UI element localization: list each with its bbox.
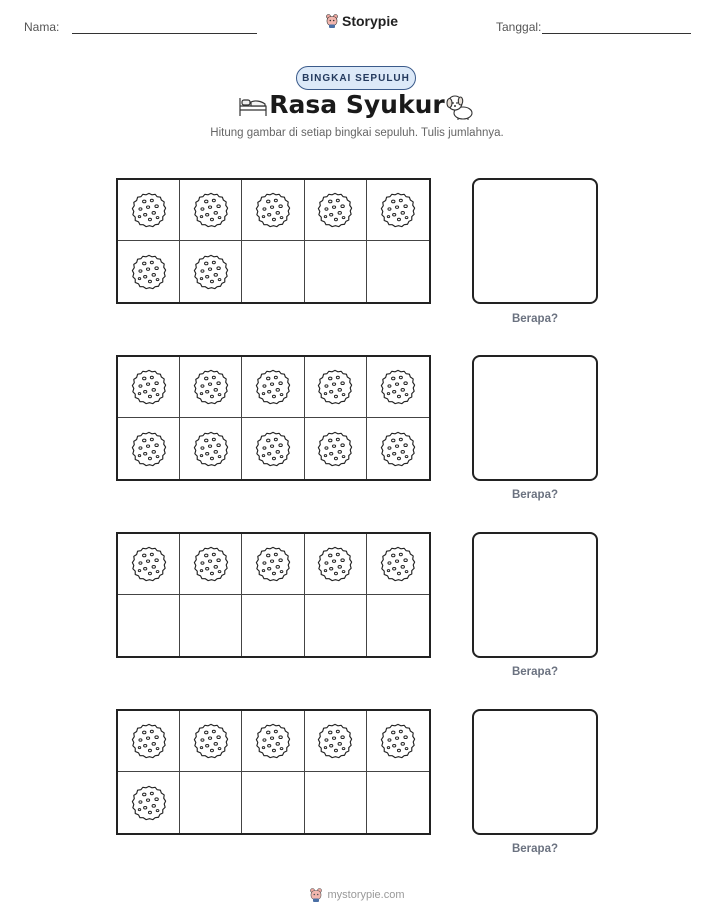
ten-frame-cell <box>118 534 180 595</box>
mascot-icon <box>309 887 323 903</box>
ten-frame-cell <box>180 180 242 241</box>
ten-frame-cell <box>180 534 242 595</box>
ten-frame-cell <box>305 595 367 656</box>
answer-box-3[interactable] <box>472 532 598 658</box>
cookie-icon <box>316 368 354 406</box>
answer-box-2[interactable] <box>472 355 598 481</box>
question-label-1: Berapa? <box>511 313 559 325</box>
cookie-icon <box>130 253 168 291</box>
cookie-icon <box>130 722 168 760</box>
ten-frame-2 <box>116 355 431 481</box>
ten-frame-cell <box>305 241 367 302</box>
ten-frame-cell <box>305 357 367 418</box>
ten-frame-cell <box>180 418 242 479</box>
cookie-icon <box>254 545 292 583</box>
ten-frame-cell <box>118 595 180 656</box>
cookie-icon <box>192 722 230 760</box>
cookie-icon <box>379 368 417 406</box>
question-label-4: Berapa? <box>511 843 559 855</box>
ten-frame-cell <box>118 180 180 241</box>
ten-frame-cell <box>305 418 367 479</box>
ten-frame-cell <box>367 241 429 302</box>
worksheet-type-badge: BINGKAI SEPULUH <box>296 66 416 90</box>
brand-name: Storypie <box>342 13 399 29</box>
cookie-icon <box>192 253 230 291</box>
brand-logo <box>325 13 398 29</box>
cookie-icon <box>130 191 168 229</box>
cookie-icon <box>192 430 230 468</box>
ten-frame-cell <box>367 418 429 479</box>
ten-frame-cell <box>242 241 304 302</box>
ten-frame-cell <box>242 418 304 479</box>
cookie-icon <box>192 191 230 229</box>
cookie-icon <box>254 430 292 468</box>
cookie-icon <box>130 368 168 406</box>
ten-frame-cell <box>180 595 242 656</box>
cookie-icon <box>316 545 354 583</box>
ten-frame-cell <box>180 711 242 772</box>
ten-frame-cell <box>305 534 367 595</box>
ten-frame-4 <box>116 709 431 835</box>
date-label: Tanggal: <box>496 20 542 34</box>
ten-frame-cell <box>305 772 367 833</box>
date-field[interactable] <box>542 33 691 34</box>
ten-frame-cell <box>118 241 180 302</box>
ten-frame-cell <box>367 595 429 656</box>
ten-frame-cell <box>367 534 429 595</box>
ten-frame-cell <box>242 595 304 656</box>
puppy-icon <box>444 92 476 122</box>
ten-frame-cell <box>367 772 429 833</box>
cookie-icon <box>130 784 168 822</box>
cookie-icon <box>254 722 292 760</box>
answer-box-1[interactable] <box>472 178 598 304</box>
ten-frame-cell <box>367 711 429 772</box>
page-title: Rasa Syukur <box>269 90 445 119</box>
ten-frame-cell <box>242 357 304 418</box>
question-label-2: Berapa? <box>511 489 559 501</box>
ten-frame-1 <box>116 178 431 304</box>
ten-frame-cell <box>118 357 180 418</box>
ten-frame-cell <box>305 711 367 772</box>
cookie-icon <box>379 191 417 229</box>
footer <box>0 887 714 903</box>
cookie-icon <box>379 722 417 760</box>
ten-frame-cell <box>242 180 304 241</box>
cookie-icon <box>316 722 354 760</box>
ten-frame-cell <box>180 772 242 833</box>
answer-box-4[interactable] <box>472 709 598 835</box>
footer-url[interactable]: mystorypie.com <box>327 889 405 901</box>
ten-frame-cell <box>118 772 180 833</box>
ten-frame-cell <box>305 180 367 241</box>
cookie-icon <box>254 191 292 229</box>
ten-frame-cell <box>242 772 304 833</box>
cookie-icon <box>379 430 417 468</box>
mascot-icon <box>325 13 339 29</box>
ten-frame-cell <box>118 418 180 479</box>
ten-frame-cell <box>180 357 242 418</box>
ten-frame-cell <box>242 711 304 772</box>
cookie-icon <box>130 545 168 583</box>
name-field[interactable] <box>72 33 257 34</box>
cookie-icon <box>316 430 354 468</box>
ten-frame-cell <box>367 180 429 241</box>
instructions: Hitung gambar di setiap bingkai sepuluh. Tulis jumlahnya. <box>210 127 504 139</box>
cookie-icon <box>192 368 230 406</box>
cookie-icon <box>130 430 168 468</box>
cookie-icon <box>379 545 417 583</box>
ten-frame-cell <box>180 241 242 302</box>
ten-frame-cell <box>367 357 429 418</box>
ten-frame-cell <box>242 534 304 595</box>
ten-frame-cell <box>118 711 180 772</box>
ten-frame-3 <box>116 532 431 658</box>
name-label: Nama: <box>24 20 60 34</box>
question-label-3: Berapa? <box>511 666 559 678</box>
cookie-icon <box>192 545 230 583</box>
cookie-icon <box>316 191 354 229</box>
cookie-icon <box>254 368 292 406</box>
